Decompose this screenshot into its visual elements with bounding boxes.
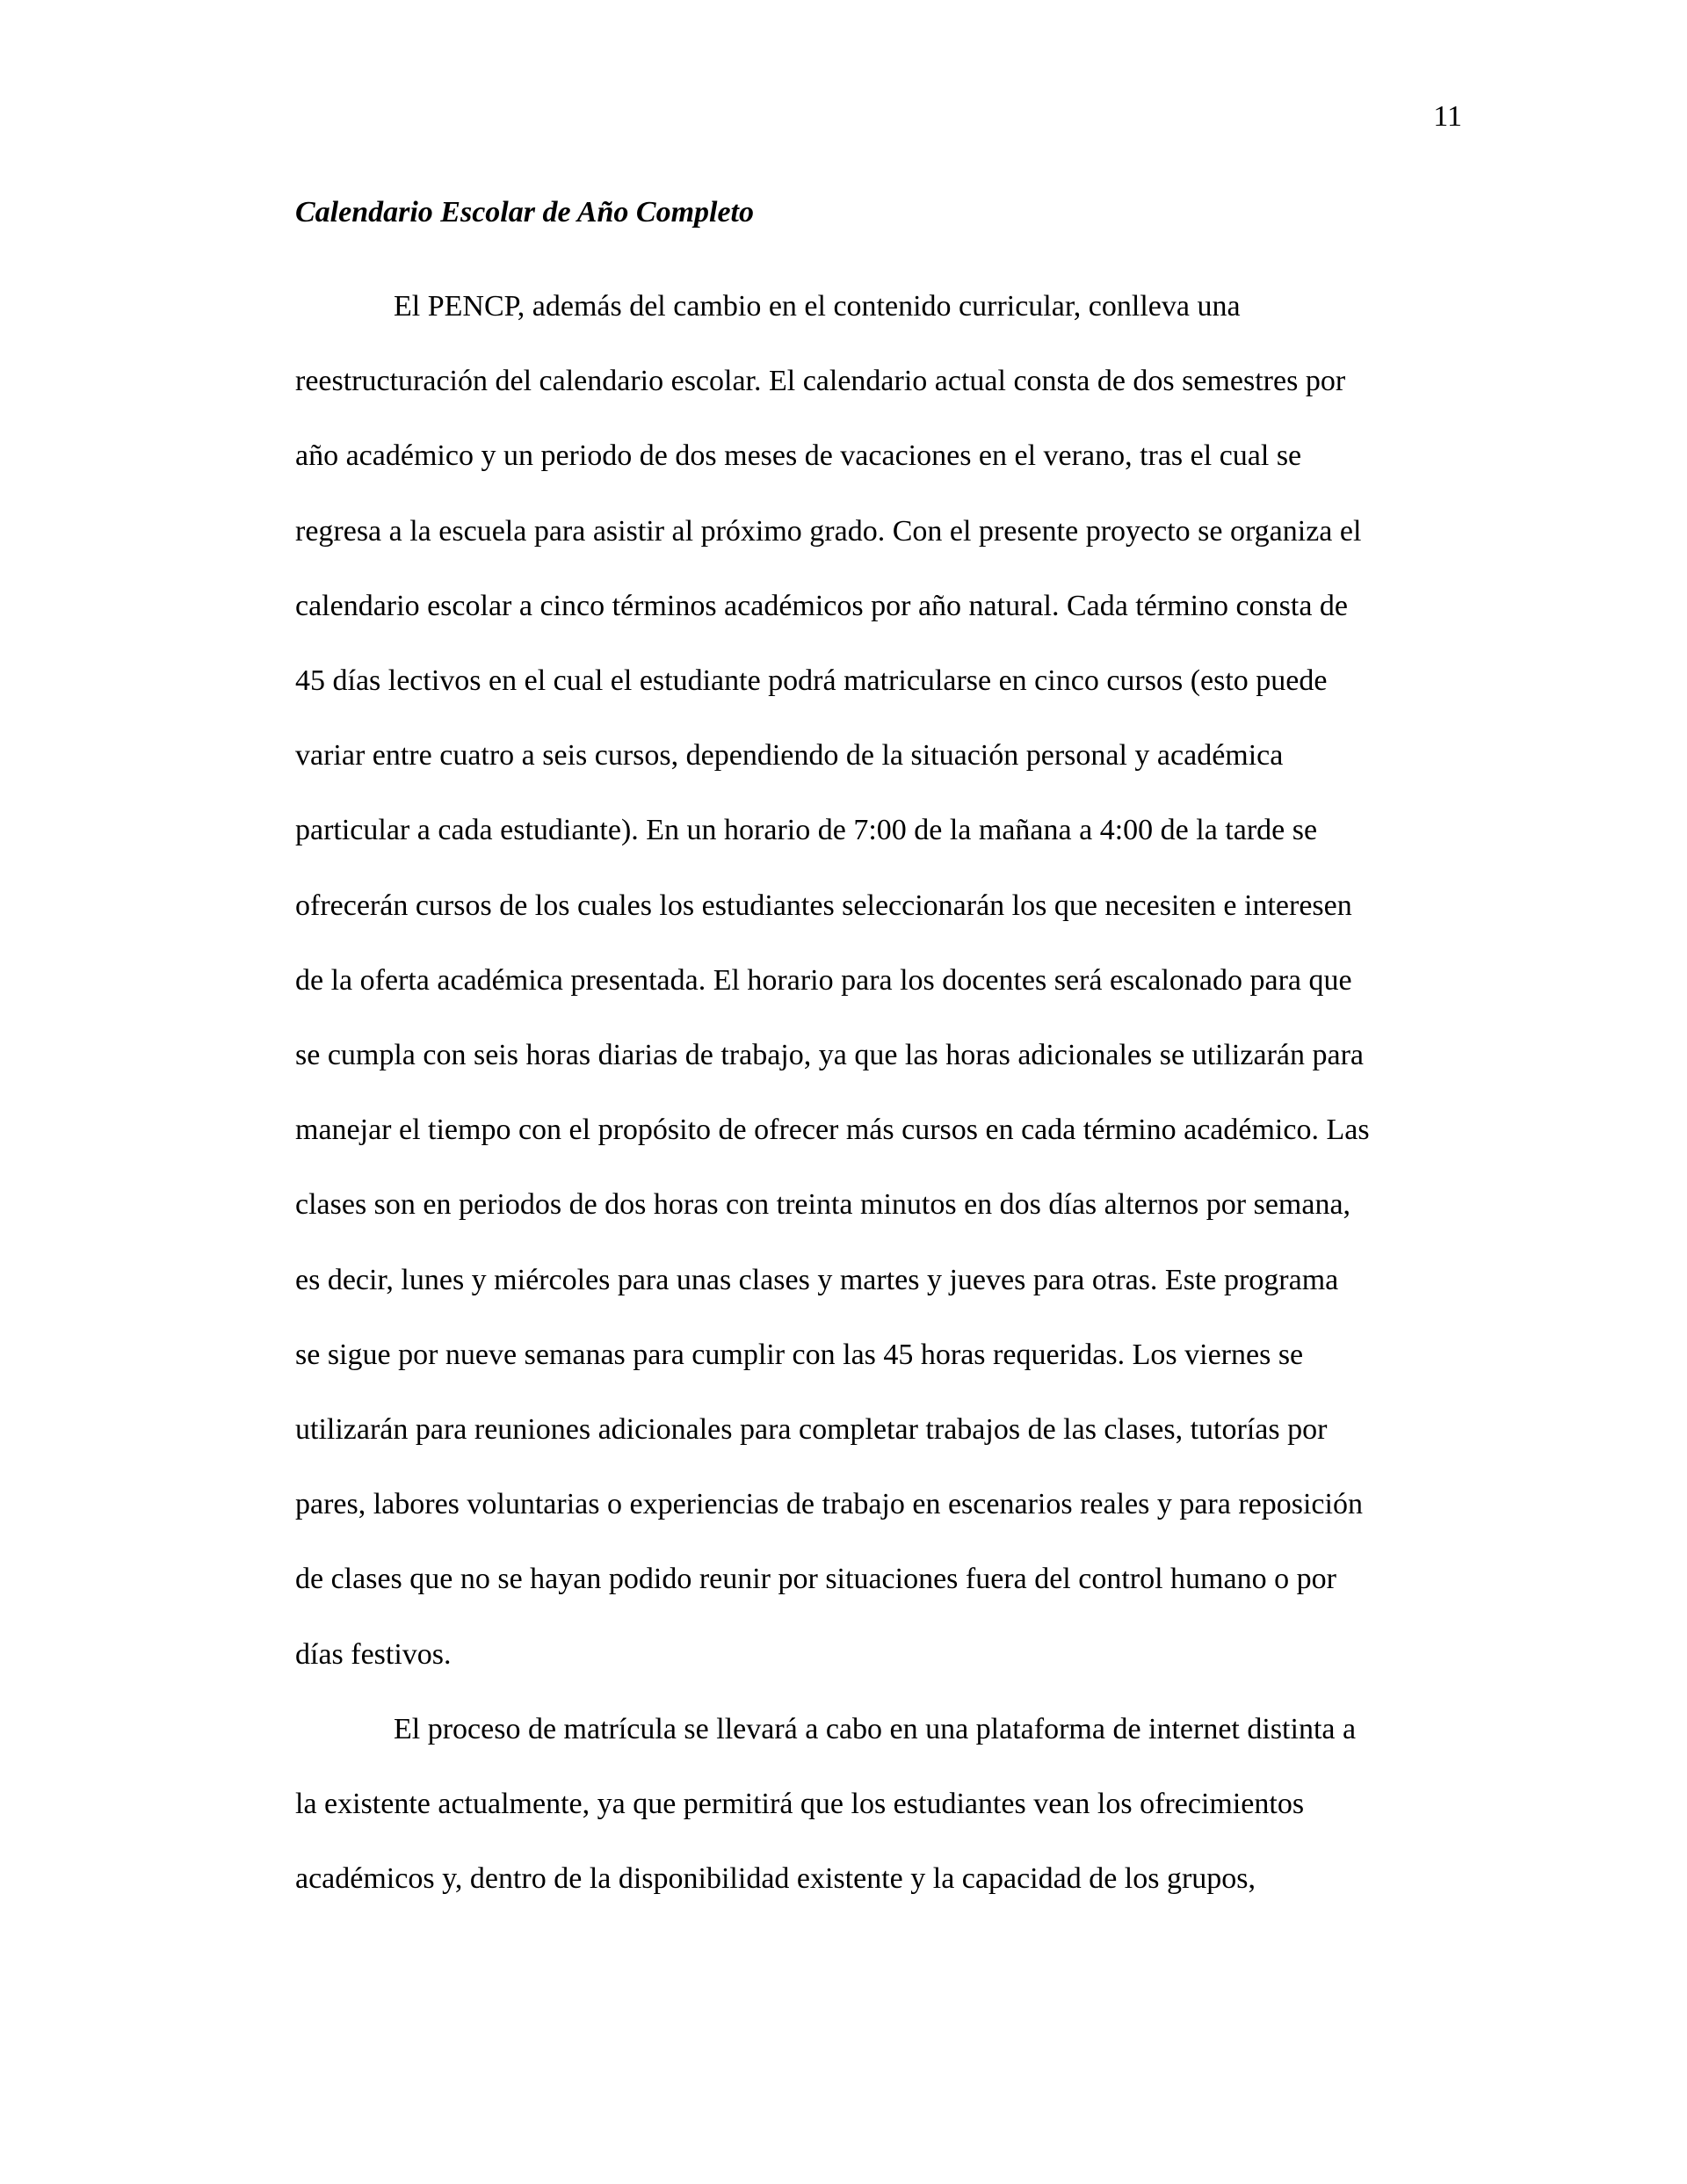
paragraph-line: pares, labores voluntarias o experiencias de trabajo en escenarios reales y para reposición	[295, 1488, 1363, 1521]
paragraph-1	[295, 269, 1473, 1692]
paragraph-line: académicos y, dentro de la disponibilidad existente y la capacidad de los grupos,	[295, 1862, 1256, 1896]
paragraph-line: año académico y un periodo de dos meses de vacaciones en el verano, tras el cual se	[295, 439, 1302, 473]
paragraph-line: reestructuración del calendario escolar. El calendario actual consta de dos semestres por	[295, 365, 1346, 398]
paragraph-line: de la oferta académica presentada. El horario para los docentes será escalonado para que	[295, 963, 1352, 997]
paragraph-line: la existente actualmente, ya que permitirá que los estudiantes vean los ofrecimientos	[295, 1788, 1305, 1821]
paragraph-line: de clases que no se hayan podido reunir por situaciones fuera del control humano o por	[295, 1563, 1336, 1596]
page-number: 11	[1433, 100, 1462, 133]
paragraph-line: El proceso de matrícula se llevará a cabo en una plataforma de internet distinta a	[394, 1712, 1357, 1745]
paragraph-line: utilizarán para reuniones adicionales para completar trabajos de las clases, tutorías por	[295, 1413, 1328, 1447]
section-heading: Calendario Escolar de Año Completo	[295, 196, 755, 229]
paragraph-line: 45 días lectivos en el cual el estudiante podrá matricularse en cinco cursos (esto puede	[295, 664, 1328, 698]
paragraph-line: particular a cada estudiante). En un horario de 7:00 de la mañana a 4:00 de la tarde se	[295, 814, 1318, 847]
body-text	[295, 269, 1473, 1916]
paragraph-line: se sigue por nueve semanas para cumplir con las 45 horas requeridas. Los viernes se	[295, 1338, 1304, 1371]
paragraph-line: días festivos.	[295, 1637, 452, 1671]
paragraph-2	[295, 1692, 1473, 1917]
paragraph-line: clases son en periodos de dos horas con treinta minutos en dos días alternos por semana,	[295, 1188, 1351, 1222]
paragraph-line: variar entre cuatro a seis cursos, dependiendo de la situación personal y académica	[295, 739, 1284, 773]
paragraph-line: regresa a la escuela para asistir al próximo grado. Con el presente proyecto se organiza el	[295, 514, 1362, 548]
paragraph-line: se cumpla con seis horas diarias de trabajo, ya que las horas adicionales se utilizarán para	[295, 1039, 1364, 1072]
paragraph-line: es decir, lunes y miércoles para unas clases y martes y jueves para otras. Este programa	[295, 1263, 1339, 1296]
paragraph-line: El PENCP, además del cambio en el contenido curricular, conlleva una	[394, 290, 1241, 323]
paragraph-line: manejar el tiempo con el propósito de ofrecer más cursos en cada término académico. Las	[295, 1114, 1370, 1147]
paragraph-line: calendario escolar a cinco términos académicos por año natural. Cada término consta de	[295, 589, 1349, 622]
paragraph-line: ofrecerán cursos de los cuales los estudiantes seleccionarán los que necesiten e interesen	[295, 889, 1352, 922]
